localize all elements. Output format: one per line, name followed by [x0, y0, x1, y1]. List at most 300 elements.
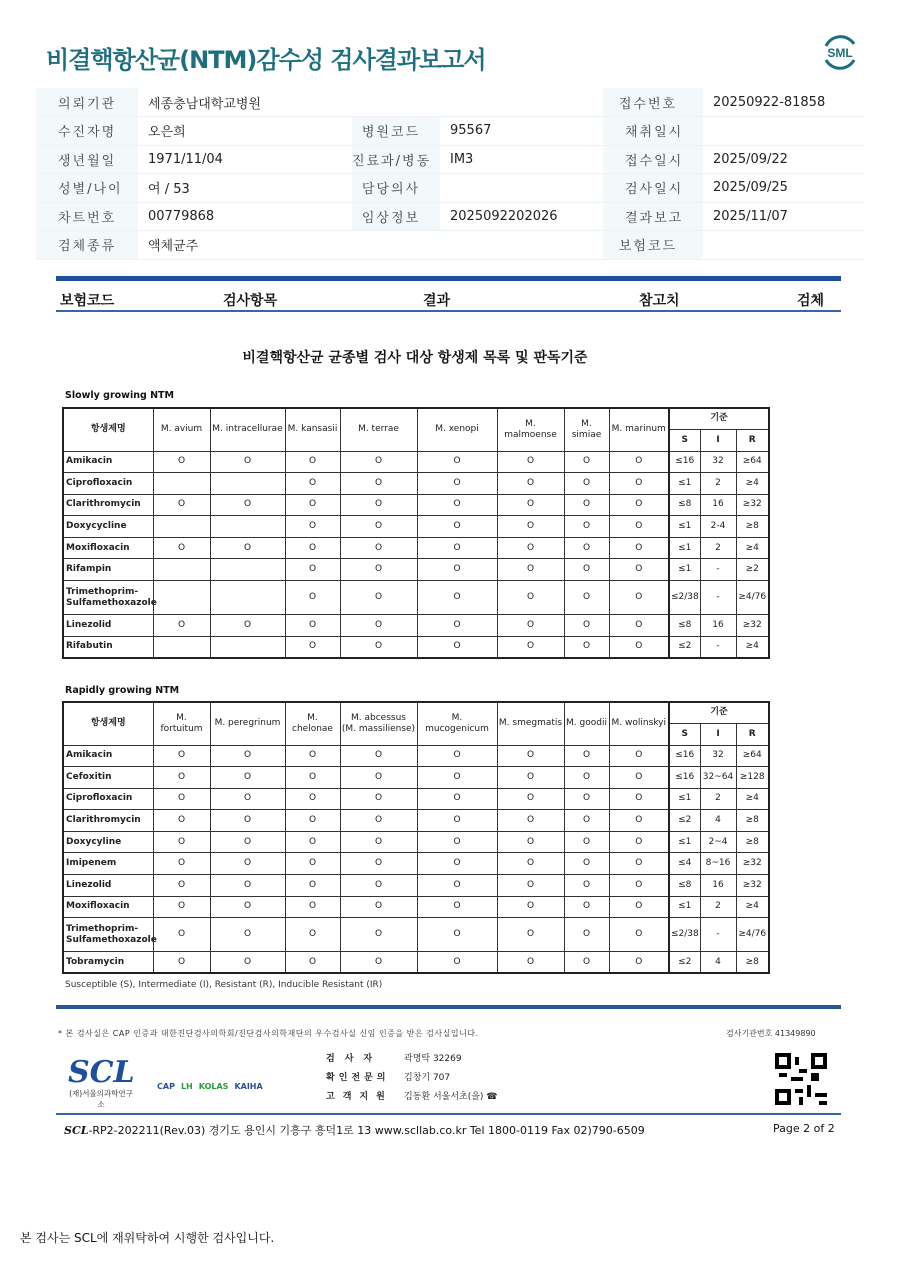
applicable-mark [153, 636, 210, 658]
applicable-mark: O [417, 581, 497, 615]
legend: Susceptible (S), Intermediate (I), Resistant (R), Inducible Resistant (IR) [65, 980, 383, 990]
applicable-mark: O [609, 745, 669, 767]
drug-name: Imipenem [63, 853, 153, 875]
applicable-mark: O [285, 875, 340, 897]
applicable-mark: O [564, 559, 609, 581]
drug-header: 항생제명 [63, 408, 153, 451]
species-header: M. marinum [609, 408, 669, 451]
applicable-mark: O [210, 494, 285, 516]
table-row [63, 875, 769, 897]
criteria-s: ≤1 [669, 788, 700, 810]
applicable-mark: O [609, 516, 669, 538]
header-insurance-code: 보험코드 [60, 293, 115, 309]
criteria-r: ≥4 [736, 636, 769, 658]
sir-header: R [736, 429, 769, 451]
header-specimen: 검체 [797, 293, 825, 309]
info-value: 2025092202026 [440, 202, 603, 231]
applicable-mark: O [497, 494, 564, 516]
applicable-mark: O [153, 788, 210, 810]
applicable-mark: O [153, 918, 210, 952]
criteria-s: ≤1 [669, 537, 700, 559]
applicable-mark: O [564, 831, 609, 853]
info-label: 생년월일 [36, 145, 138, 174]
divider [56, 1113, 841, 1115]
info-value: 1971/11/04 [138, 145, 352, 174]
applicable-mark: O [417, 952, 497, 974]
applicable-mark: O [497, 745, 564, 767]
applicable-mark: O [497, 537, 564, 559]
info-label: 임상정보 [352, 202, 440, 231]
info-value: 95567 [440, 117, 603, 146]
applicable-mark: O [210, 896, 285, 918]
species-header: M. goodii [564, 702, 609, 745]
criteria-i: - [700, 918, 736, 952]
info-label: 수진자명 [36, 117, 138, 146]
applicable-mark: O [340, 896, 417, 918]
applicable-mark: O [417, 918, 497, 952]
criteria-s: ≤1 [669, 896, 700, 918]
applicable-mark: O [340, 451, 417, 473]
drug-name: Clarithromycin [63, 810, 153, 832]
applicable-mark: O [609, 853, 669, 875]
applicable-mark: O [340, 767, 417, 789]
page-number: Page 2 of 2 [773, 1122, 835, 1135]
criteria-s: ≤16 [669, 745, 700, 767]
svg-text:SML: SML [827, 46, 853, 60]
applicable-mark: O [417, 788, 497, 810]
drug-name: Amikacin [63, 745, 153, 767]
applicable-mark: O [564, 788, 609, 810]
applicable-mark: O [340, 494, 417, 516]
applicable-mark: O [497, 559, 564, 581]
criteria-r: ≥4 [736, 896, 769, 918]
applicable-mark: O [285, 810, 340, 832]
criteria-s: ≤8 [669, 615, 700, 637]
applicable-mark: O [609, 636, 669, 658]
applicable-mark: O [285, 494, 340, 516]
applicable-mark: O [497, 615, 564, 637]
rapid-caption: Rapidly growing NTM [65, 685, 180, 696]
species-header: M. intracellurae [210, 408, 285, 451]
info-value [703, 117, 864, 146]
species-header: M. malmoense [497, 408, 564, 451]
table-row [63, 767, 769, 789]
info-label: 채취일시 [603, 117, 703, 146]
applicable-mark: O [285, 451, 340, 473]
criteria-s: ≤1 [669, 473, 700, 495]
applicable-mark: O [340, 516, 417, 538]
applicable-mark: O [210, 745, 285, 767]
info-value: 2025/11/07 [703, 202, 864, 231]
section-title: 비결핵항산균 균종별 검사 대상 항생제 목록 및 판독기준 [242, 350, 588, 366]
applicable-mark: O [564, 516, 609, 538]
applicable-mark: O [497, 636, 564, 658]
applicable-mark: O [417, 810, 497, 832]
criteria-i: 4 [700, 952, 736, 974]
report-title: 비결핵항산균(NTM)감수성 검사결과보고서 [46, 46, 486, 74]
criteria-i: 4 [700, 810, 736, 832]
applicable-mark: O [564, 451, 609, 473]
applicable-mark: O [497, 918, 564, 952]
applicable-mark: O [153, 767, 210, 789]
table-row [63, 615, 769, 637]
applicable-mark: O [210, 918, 285, 952]
criteria-r: ≥128 [736, 767, 769, 789]
species-header: M. kansasii [285, 408, 340, 451]
applicable-mark: O [210, 875, 285, 897]
applicable-mark: O [340, 559, 417, 581]
info-label: 의뢰기관 [36, 88, 138, 117]
applicable-mark: O [417, 875, 497, 897]
applicable-mark: O [285, 952, 340, 974]
applicable-mark: O [285, 853, 340, 875]
applicable-mark: O [340, 853, 417, 875]
applicable-mark: O [153, 875, 210, 897]
applicable-mark: O [210, 451, 285, 473]
criteria-r: ≥4 [736, 788, 769, 810]
criteria-r: ≥4/76 [736, 581, 769, 615]
footer-code: SCL [64, 1124, 89, 1137]
cert-logos [157, 1082, 263, 1091]
staff-list [326, 1050, 498, 1107]
divider [56, 1005, 841, 1009]
drug-name: Doxycyline [63, 831, 153, 853]
applicable-mark: O [564, 494, 609, 516]
species-header: M. abcessus (M. massiliense) [340, 702, 417, 745]
applicable-mark: O [153, 853, 210, 875]
header-result: 결과 [423, 293, 451, 309]
info-label: 결과보고 [603, 202, 703, 231]
criteria-s: ≤4 [669, 853, 700, 875]
criteria-r: ≥32 [736, 494, 769, 516]
applicable-mark: O [285, 537, 340, 559]
applicable-mark: O [285, 918, 340, 952]
applicable-mark [153, 516, 210, 538]
applicable-mark: O [564, 537, 609, 559]
patient-info-table [36, 88, 864, 260]
applicable-mark: O [609, 952, 669, 974]
sir-header: S [669, 723, 700, 745]
applicable-mark: O [417, 853, 497, 875]
applicable-mark: O [497, 810, 564, 832]
slow-growing-table [62, 407, 770, 659]
applicable-mark [153, 559, 210, 581]
criteria-r: ≥4 [736, 537, 769, 559]
table-row [63, 745, 769, 767]
applicable-mark: O [497, 875, 564, 897]
applicable-mark: O [340, 788, 417, 810]
applicable-mark: O [417, 896, 497, 918]
info-value [703, 231, 864, 260]
applicable-mark: O [417, 537, 497, 559]
criteria-i: 16 [700, 615, 736, 637]
applicable-mark: O [417, 516, 497, 538]
criteria-i: 16 [700, 875, 736, 897]
applicable-mark: O [497, 473, 564, 495]
criteria-header: 기준 [669, 408, 769, 429]
scl-name: (재)서울의과학연구소 [69, 1089, 133, 1109]
table-row [63, 516, 769, 538]
criteria-i: 2 [700, 788, 736, 810]
applicable-mark: O [153, 451, 210, 473]
drug-name: Rifampin [63, 559, 153, 581]
scl-logo-text: SCL [68, 1055, 135, 1090]
criteria-s: ≤1 [669, 516, 700, 538]
sir-header: I [700, 429, 736, 451]
applicable-mark: O [340, 875, 417, 897]
kolas-logo: KOLAS [198, 1082, 229, 1091]
applicable-mark: O [285, 831, 340, 853]
drug-name: Linezolid [63, 615, 153, 637]
species-header: M. smegmatis [497, 702, 564, 745]
criteria-r: ≥64 [736, 451, 769, 473]
applicable-mark: O [609, 451, 669, 473]
criteria-r: ≥4/76 [736, 918, 769, 952]
table-row [63, 788, 769, 810]
species-header: M. avium [153, 408, 210, 451]
applicable-mark: O [340, 615, 417, 637]
applicable-mark: O [609, 615, 669, 637]
criteria-i: 32~64 [700, 767, 736, 789]
applicable-mark: O [340, 581, 417, 615]
lh-logo: LH [180, 1082, 193, 1091]
applicable-mark: O [417, 451, 497, 473]
criteria-i: - [700, 636, 736, 658]
info-label: 검체종류 [36, 231, 138, 260]
criteria-r: ≥32 [736, 875, 769, 897]
result-header [56, 288, 841, 312]
sir-header: S [669, 429, 700, 451]
staff-name: 김동환 서울서초(을) ☎ [404, 1092, 498, 1102]
footer-info [64, 1122, 645, 1138]
applicable-mark: O [210, 788, 285, 810]
info-label: 성별/나이 [36, 174, 138, 203]
info-value: 2025/09/22 [703, 145, 864, 174]
staff-role: 고객지원 [326, 1092, 393, 1102]
applicable-mark: O [210, 810, 285, 832]
drug-name: Cefoxitin [63, 767, 153, 789]
info-label: 검사일시 [603, 174, 703, 203]
applicable-mark: O [564, 918, 609, 952]
applicable-mark: O [564, 636, 609, 658]
applicable-mark: O [564, 810, 609, 832]
applicable-mark: O [497, 896, 564, 918]
applicable-mark: O [340, 745, 417, 767]
table-row [63, 473, 769, 495]
table-row [63, 581, 769, 615]
applicable-mark: O [609, 875, 669, 897]
info-label: 진료과/병동 [352, 145, 440, 174]
criteria-i: 32 [700, 451, 736, 473]
applicable-mark: O [340, 810, 417, 832]
applicable-mark: O [609, 473, 669, 495]
applicable-mark: O [285, 896, 340, 918]
table-row [63, 853, 769, 875]
criteria-i: 2 [700, 896, 736, 918]
applicable-mark: O [497, 767, 564, 789]
applicable-mark: O [417, 494, 497, 516]
info-value: 00779868 [138, 202, 352, 231]
applicable-mark: O [210, 853, 285, 875]
applicable-mark: O [153, 952, 210, 974]
applicable-mark: O [609, 559, 669, 581]
footer-address: -RP2-202211(Rev.03) 경기도 용인시 기흥구 흥덕1로 13 www.scllab.co.kr Tel 1800-0119 Fax 02)790-6509 [88, 1124, 645, 1137]
applicable-mark: O [564, 896, 609, 918]
info-label: 접수일시 [603, 145, 703, 174]
applicable-mark: O [340, 537, 417, 559]
table-row [63, 559, 769, 581]
info-value: 오은희 [138, 117, 352, 146]
applicable-mark: O [210, 767, 285, 789]
criteria-s: ≤2 [669, 952, 700, 974]
applicable-mark: O [153, 810, 210, 832]
applicable-mark [153, 581, 210, 615]
applicable-mark: O [153, 831, 210, 853]
qr-code [775, 1053, 827, 1105]
info-row [36, 202, 864, 231]
applicable-mark: O [153, 896, 210, 918]
info-label: 접수번호 [603, 88, 703, 117]
drug-name: Moxifloxacin [63, 896, 153, 918]
table-row [63, 451, 769, 473]
applicable-mark: O [564, 952, 609, 974]
staff-role: 확인전문의 [326, 1073, 390, 1083]
criteria-i: - [700, 581, 736, 615]
applicable-mark: O [497, 516, 564, 538]
header-row [63, 408, 769, 429]
drug-name: Ciprofloxacin [63, 788, 153, 810]
criteria-s: ≤16 [669, 767, 700, 789]
rapid-growing-table [62, 701, 770, 974]
bottom-note: 본 검사는 SCL에 재위탁하여 시행한 검사입니다. [20, 1231, 275, 1245]
criteria-i: 2 [700, 473, 736, 495]
species-header: M. wolinskyi [609, 702, 669, 745]
drug-name: Moxifloxacin [63, 537, 153, 559]
staff-name: 곽명탁 32269 [404, 1054, 462, 1064]
info-value: 20250922-81858 [703, 88, 864, 117]
info-row [36, 117, 864, 146]
species-header: M. xenopi [417, 408, 497, 451]
species-header: M. mucogenicum [417, 702, 497, 745]
header-reference: 참고치 [639, 293, 680, 309]
applicable-mark [210, 473, 285, 495]
table-row [63, 636, 769, 658]
criteria-i: 2~4 [700, 831, 736, 853]
sir-header: I [700, 723, 736, 745]
criteria-s: ≤2/38 [669, 918, 700, 952]
applicable-mark: O [609, 767, 669, 789]
applicable-mark: O [497, 788, 564, 810]
applicable-mark [210, 581, 285, 615]
applicable-mark: O [609, 788, 669, 810]
info-value [440, 174, 603, 203]
applicable-mark: O [417, 767, 497, 789]
table-row [63, 952, 769, 974]
table-row [63, 494, 769, 516]
applicable-mark: O [285, 473, 340, 495]
applicable-mark: O [285, 767, 340, 789]
applicable-mark: O [564, 853, 609, 875]
applicable-mark: O [210, 615, 285, 637]
staff-role: 검사자 [326, 1054, 383, 1064]
criteria-r: ≥8 [736, 516, 769, 538]
criteria-s: ≤2/38 [669, 581, 700, 615]
info-row [36, 231, 864, 260]
header-row [63, 702, 769, 723]
info-value: 2025/09/25 [703, 174, 864, 203]
applicable-mark: O [285, 516, 340, 538]
applicable-mark: O [609, 581, 669, 615]
applicable-mark: O [497, 581, 564, 615]
applicable-mark: O [285, 745, 340, 767]
criteria-i: 8~16 [700, 853, 736, 875]
applicable-mark: O [285, 788, 340, 810]
species-header: M. terrae [340, 408, 417, 451]
criteria-s: ≤16 [669, 451, 700, 473]
drug-name: Trimethoprim- Sulfamethoxazole [63, 581, 153, 615]
slow-caption: Slowly growing NTM [65, 390, 174, 401]
criteria-r: ≥8 [736, 810, 769, 832]
applicable-mark: O [417, 559, 497, 581]
applicable-mark: O [564, 615, 609, 637]
applicable-mark: O [153, 745, 210, 767]
applicable-mark: O [564, 875, 609, 897]
applicable-mark: O [417, 615, 497, 637]
applicable-mark: O [497, 831, 564, 853]
table-row [63, 810, 769, 832]
drug-name: Clarithromycin [63, 494, 153, 516]
divider [56, 276, 841, 281]
info-label: 병원코드 [352, 117, 440, 146]
drug-name: Tobramycin [63, 952, 153, 974]
applicable-mark [153, 473, 210, 495]
applicable-mark: O [497, 451, 564, 473]
criteria-i: 16 [700, 494, 736, 516]
applicable-mark: O [564, 581, 609, 615]
applicable-mark: O [153, 494, 210, 516]
applicable-mark: O [210, 537, 285, 559]
species-header: M. simiae [564, 408, 609, 451]
table-row [63, 896, 769, 918]
applicable-mark: O [285, 615, 340, 637]
applicable-mark: O [609, 896, 669, 918]
criteria-r: ≥2 [736, 559, 769, 581]
criteria-i: - [700, 559, 736, 581]
applicable-mark [210, 559, 285, 581]
applicable-mark: O [609, 810, 669, 832]
criteria-s: ≤1 [669, 559, 700, 581]
sir-header: R [736, 723, 769, 745]
drug-name: Linezolid [63, 875, 153, 897]
criteria-s: ≤8 [669, 494, 700, 516]
drug-name: Doxycycline [63, 516, 153, 538]
drug-name: Ciprofloxacin [63, 473, 153, 495]
species-header: M. chelonae [285, 702, 340, 745]
applicable-mark: O [417, 473, 497, 495]
applicable-mark: O [210, 831, 285, 853]
species-header: M. peregrinum [210, 702, 285, 745]
sml-logo [818, 30, 862, 74]
scl-logo [68, 1055, 135, 1110]
table-row [63, 831, 769, 853]
lab-number: 검사기관번호 41349890 [726, 1029, 816, 1038]
applicable-mark: O [609, 494, 669, 516]
criteria-r: ≥4 [736, 473, 769, 495]
applicable-mark: O [340, 831, 417, 853]
criteria-i: 2-4 [700, 516, 736, 538]
staff-name: 김창기 707 [404, 1073, 451, 1083]
info-row [36, 88, 864, 117]
